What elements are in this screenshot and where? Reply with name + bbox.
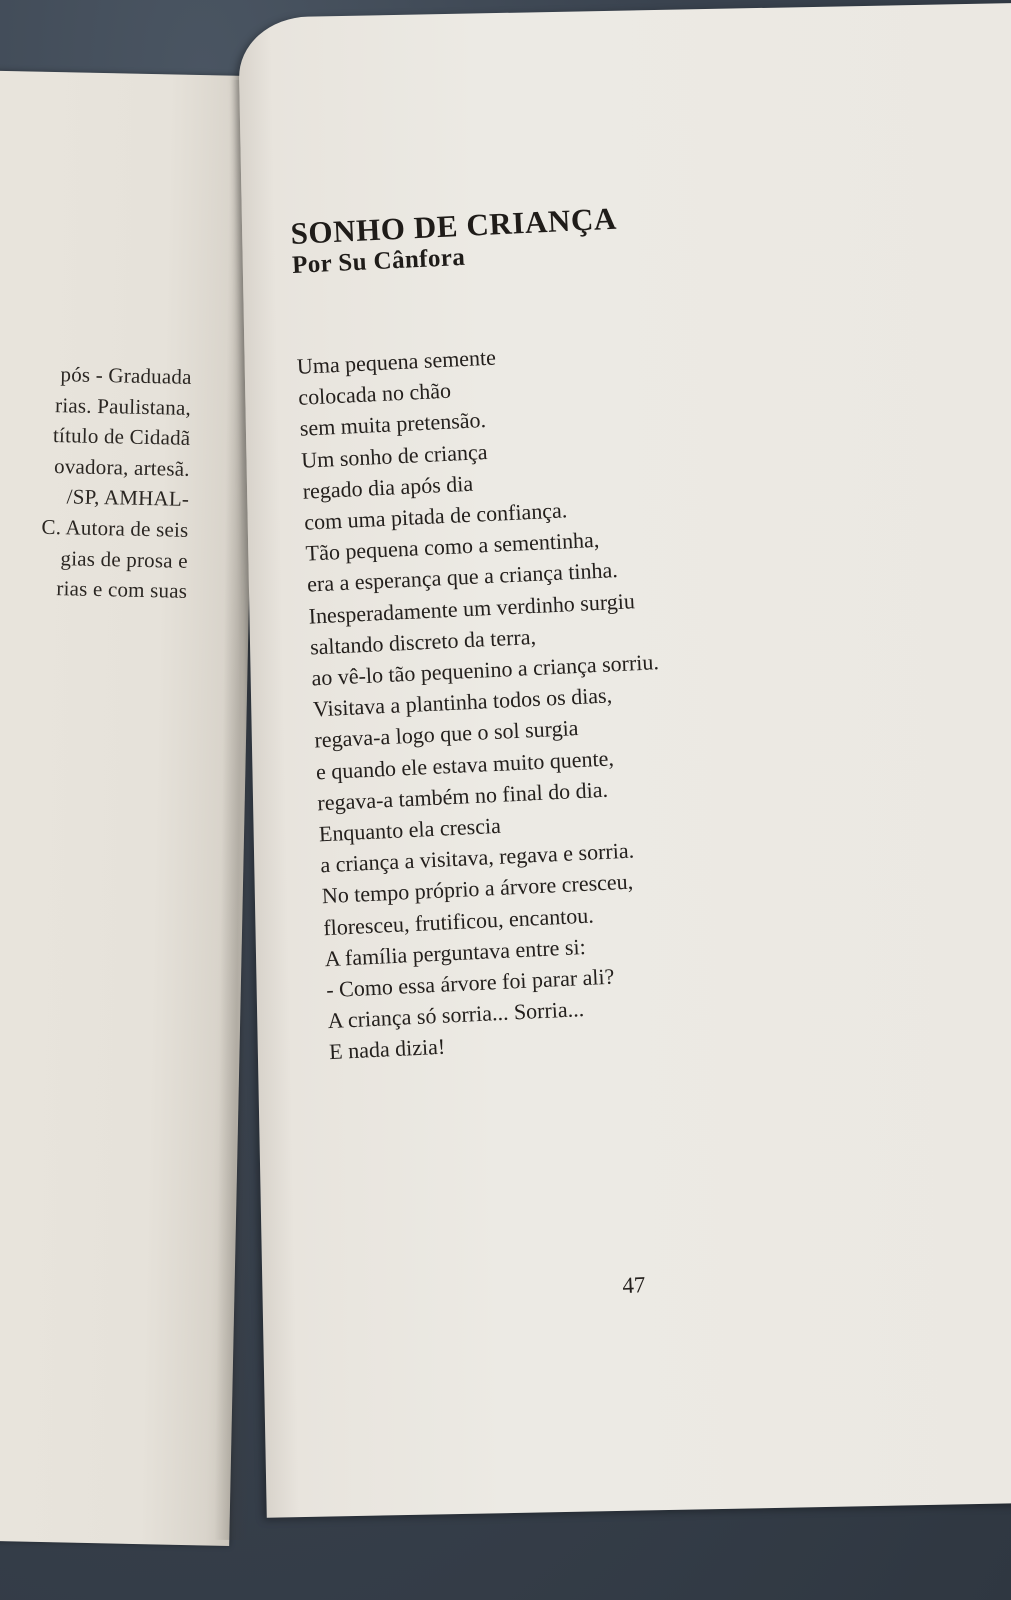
poem-line: ao vê-lo tão pequenino a criança sorriu. <box>310 649 660 691</box>
poem-line: Uma pequena semente <box>296 344 497 379</box>
poem-line: A família perguntava entre si: <box>324 933 587 972</box>
poem-line: regava-a logo que o sol surgia <box>313 715 579 753</box>
left-page-line: /SP, AMHAL- <box>66 484 190 512</box>
left-page-line: rias. Paulistana, <box>54 392 192 420</box>
poem-author: Por Su Cânfora <box>291 243 466 279</box>
poem-body <box>296 323 929 1068</box>
poem-line: saltando discreto da terra, <box>309 623 537 660</box>
left-page-line: C. Autora de seis <box>41 514 189 542</box>
left-page-line: gias de prosa e <box>60 545 189 573</box>
right-page <box>238 2 1011 1517</box>
poem <box>290 189 929 1068</box>
left-page-line: ovadora, artesã. <box>53 453 190 481</box>
poem-line: e quando ele estava muito quente, <box>315 745 615 785</box>
poem-line: floresceu, frutificou, encantou. <box>322 902 595 940</box>
poem-line: Enquanto ela crescia <box>318 812 502 847</box>
poem-line: a criança a visitava, regava e sorria. <box>319 837 635 878</box>
poem-line: No tempo próprio a árvore cresceu, <box>321 869 634 909</box>
left-page-line: pós - Graduada <box>60 362 192 389</box>
poem-line: com uma pitada de confiança. <box>303 497 568 535</box>
left-page-line: rias e com suas <box>56 576 188 604</box>
poem-line: colocada no chão <box>297 377 452 411</box>
poem-line: regava-a também no final do dia. <box>316 776 609 816</box>
poem-line: Um sonho de criança <box>300 438 488 473</box>
poem-line: Visitava a plantinha todos os dias, <box>312 682 613 722</box>
left-page-text <box>0 358 192 607</box>
poem-line: Inesperadamente um verdinho surgiu <box>308 587 636 629</box>
page-number: 47 <box>621 1272 646 1299</box>
poem-line: sem muita pretensão. <box>299 407 487 442</box>
poem-line: A criança só sorria... Sorria... <box>327 996 585 1034</box>
left-page-line: título de Cidadã <box>52 423 191 451</box>
poem-line: era a esperança que a criança tinha. <box>306 557 619 598</box>
poem-title: SONHO DE CRIANÇA <box>289 200 618 252</box>
poem-line: Tão pequena como a sementinha, <box>305 527 600 566</box>
poem-line: E nada dizia! <box>328 1034 446 1065</box>
poem-line: regado dia após dia <box>302 470 474 504</box>
poem-line: - Como essa árvore foi parar ali? <box>325 963 615 1003</box>
